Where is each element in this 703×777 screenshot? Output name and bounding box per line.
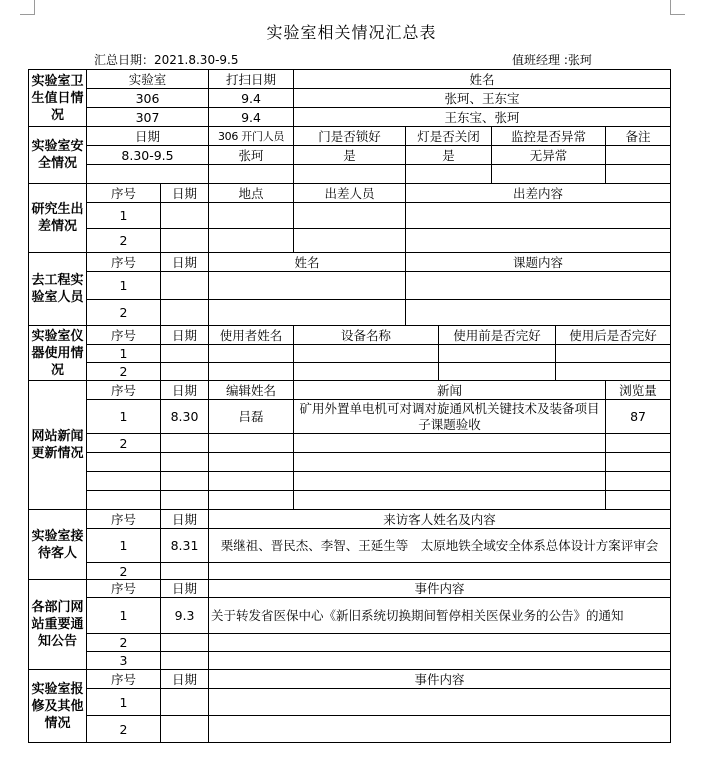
table-cell	[439, 363, 556, 381]
summary-table	[28, 69, 671, 743]
table-header: 灯是否关闭	[406, 127, 492, 146]
table-header: 姓名	[209, 253, 406, 272]
crop-mark-right	[670, 0, 685, 15]
table-cell: 2	[87, 229, 161, 253]
table-cell	[406, 272, 671, 300]
table-cell	[209, 689, 671, 716]
table-cell	[209, 345, 294, 363]
table-cell	[606, 453, 671, 472]
section-label-repairs: 实验室报修及其他情况	[29, 670, 87, 743]
table-cell: 2	[87, 563, 161, 580]
section-label-notices: 各部门网站重要通知公告	[29, 580, 87, 670]
table-cell: 1	[87, 529, 161, 563]
table-cell	[209, 300, 406, 326]
table-header: 日期	[87, 127, 209, 146]
table-cell: 关于转发省医保中心《新旧系统切换期间暂停相关医保业务的公告》的通知	[209, 598, 671, 634]
table-cell	[606, 146, 671, 165]
table-row	[29, 165, 671, 184]
table-header: 日期	[161, 510, 209, 529]
table-cell: 9.4	[209, 89, 294, 108]
table-cell: 张珂	[209, 146, 294, 165]
table-row	[29, 146, 671, 165]
table-header: 事件内容	[209, 580, 671, 598]
table-cell	[161, 272, 209, 300]
visitors-header-row	[29, 510, 671, 529]
table-cell	[161, 203, 209, 229]
table-cell	[556, 363, 671, 381]
table-header: 事件内容	[209, 670, 671, 689]
table-row	[29, 652, 671, 670]
table-row	[29, 300, 671, 326]
table-cell	[406, 300, 671, 326]
section-label-engineering: 去工程实验室人员	[29, 253, 87, 326]
table-cell: 9.4	[209, 108, 294, 127]
table-cell	[161, 472, 209, 491]
table-header: 使用者姓名	[209, 326, 294, 345]
table-cell: 王东宝、张珂	[294, 108, 671, 127]
table-cell: 无异常	[492, 146, 606, 165]
table-header: 出差内容	[406, 184, 671, 203]
table-row	[29, 563, 671, 580]
table-cell	[161, 652, 209, 670]
table-cell	[161, 345, 209, 363]
table-cell	[209, 652, 671, 670]
document-title: 实验室相关情况汇总表	[266, 23, 437, 42]
trip-header-row	[29, 184, 671, 203]
section-label-trip: 研究生出差情况	[29, 184, 87, 253]
safety-header-row	[29, 127, 671, 146]
table-cell	[439, 345, 556, 363]
table-cell: 是	[294, 146, 406, 165]
table-cell	[209, 634, 671, 652]
table-header: 使用后是否完好	[556, 326, 671, 345]
table-row	[29, 400, 671, 434]
table-cell	[209, 229, 294, 253]
table-header: 序号	[87, 580, 161, 598]
table-cell: 2	[87, 434, 161, 453]
table-cell	[294, 491, 606, 510]
table-cell	[492, 165, 606, 184]
table-cell	[556, 345, 671, 363]
table-cell: 1	[87, 400, 161, 434]
table-header: 来访客人姓名及内容	[209, 510, 671, 529]
table-row	[29, 689, 671, 716]
table-cell: 306	[87, 89, 209, 108]
table-row	[29, 472, 671, 491]
table-row	[29, 434, 671, 453]
table-cell: 1	[87, 598, 161, 634]
table-cell	[87, 453, 161, 472]
table-header: 日期	[161, 184, 209, 203]
table-cell	[606, 165, 671, 184]
table-row	[29, 89, 671, 108]
section-label-news: 网站新闻更新情况	[29, 381, 87, 510]
engineering-header-row	[29, 253, 671, 272]
table-cell	[161, 563, 209, 580]
table-cell: 9.3	[161, 598, 209, 634]
table-cell	[161, 363, 209, 381]
section-label-instrument: 实验室仪器使用情况	[29, 326, 87, 381]
table-cell	[209, 165, 294, 184]
table-header: 监控是否异常	[492, 127, 606, 146]
notices-header-row	[29, 580, 671, 598]
news-header-row	[29, 381, 671, 400]
table-row	[29, 491, 671, 510]
table-header: 地点	[209, 184, 294, 203]
table-row	[29, 345, 671, 363]
duty-manager: 值班经理 :张珂	[512, 53, 592, 67]
table-cell	[294, 345, 439, 363]
table-cell	[606, 434, 671, 453]
table-header: 出差人员	[294, 184, 406, 203]
table-header: 打扫日期	[209, 70, 294, 89]
table-cell: 1	[87, 689, 161, 716]
table-cell: 张珂、王东宝	[294, 89, 671, 108]
table-cell	[294, 165, 406, 184]
table-header: 使用前是否完好	[439, 326, 556, 345]
table-cell: 87	[606, 400, 671, 434]
table-header: 实验室	[87, 70, 209, 89]
table-header: 课题内容	[406, 253, 671, 272]
table-cell: 是	[406, 146, 492, 165]
table-cell	[294, 363, 439, 381]
table-cell	[209, 716, 671, 743]
table-row	[29, 598, 671, 634]
table-cell	[294, 453, 606, 472]
table-header: 序号	[87, 253, 161, 272]
table-row	[29, 229, 671, 253]
table-header: 日期	[161, 326, 209, 345]
table-cell: 2	[87, 363, 161, 381]
table-header: 设备名称	[294, 326, 439, 345]
instrument-header-row	[29, 326, 671, 345]
table-cell	[161, 491, 209, 510]
table-cell: 8.31	[161, 529, 209, 563]
table-cell	[209, 272, 406, 300]
table-cell	[294, 472, 606, 491]
table-cell: 2	[87, 300, 161, 326]
table-cell	[161, 434, 209, 453]
table-row	[29, 453, 671, 472]
table-row	[29, 108, 671, 127]
table-cell	[406, 229, 671, 253]
table-cell	[161, 716, 209, 743]
table-header: 日期	[161, 670, 209, 689]
table-cell	[209, 472, 294, 491]
table-cell: 8.30	[161, 400, 209, 434]
table-header: 日期	[161, 253, 209, 272]
table-header: 新闻	[294, 381, 606, 400]
table-header: 编辑姓名	[209, 381, 294, 400]
table-cell: 3	[87, 652, 161, 670]
table-cell	[161, 689, 209, 716]
table-cell: 1	[87, 345, 161, 363]
table-cell	[161, 634, 209, 652]
table-cell	[209, 491, 294, 510]
table-cell: 吕磊	[209, 400, 294, 434]
table-cell	[606, 472, 671, 491]
repairs-header-row	[29, 670, 671, 689]
table-cell: 1	[87, 272, 161, 300]
table-header: 姓名	[294, 70, 671, 89]
table-cell	[161, 453, 209, 472]
table-row	[29, 272, 671, 300]
table-cell	[294, 434, 606, 453]
section-label-safety: 实验室安全情况	[29, 127, 87, 184]
table-cell: 8.30-9.5	[87, 146, 209, 165]
table-cell	[209, 563, 671, 580]
table-header: 门是否锁好	[294, 127, 406, 146]
table-cell: 1	[87, 203, 161, 229]
table-cell: 2	[87, 634, 161, 652]
section-label-visitors: 实验室接待客人	[29, 510, 87, 580]
crop-mark-left	[20, 0, 35, 15]
table-cell: 2	[87, 716, 161, 743]
table-cell	[87, 165, 209, 184]
table-cell: 栗继祖、晋民杰、李智、王延生等 太原地铁全域安全体系总体设计方案评审会	[209, 529, 671, 563]
table-header: 浏览量	[606, 381, 671, 400]
table-header: 序号	[87, 670, 161, 689]
table-cell	[87, 472, 161, 491]
table-cell	[209, 434, 294, 453]
table-cell	[209, 203, 294, 229]
table-cell	[406, 203, 671, 229]
table-cell: 307	[87, 108, 209, 127]
table-cell	[294, 229, 406, 253]
table-row	[29, 716, 671, 743]
table-header: 备注	[606, 127, 671, 146]
hygiene-header-row	[29, 70, 671, 89]
table-cell	[161, 300, 209, 326]
table-cell	[209, 453, 294, 472]
table-cell	[406, 165, 492, 184]
table-header: 日期	[161, 580, 209, 598]
table-header: 306 开门人员	[209, 127, 294, 146]
table-cell	[87, 491, 161, 510]
table-cell	[606, 491, 671, 510]
table-row	[29, 529, 671, 563]
table-header: 序号	[87, 381, 161, 400]
table-cell: 矿用外置单电机可对调对旋通风机关键技术及装备项目子课题验收	[294, 400, 606, 434]
table-row	[29, 634, 671, 652]
table-row	[29, 203, 671, 229]
summary-period: 汇总日期：2021.8.30-9.5	[94, 53, 239, 67]
table-cell	[294, 203, 406, 229]
table-header: 序号	[87, 326, 161, 345]
table-header: 序号	[87, 184, 161, 203]
table-header: 序号	[87, 510, 161, 529]
table-row	[29, 363, 671, 381]
section-label-hygiene: 实验室卫生值日情况	[29, 70, 87, 127]
table-cell	[209, 363, 294, 381]
table-cell	[161, 229, 209, 253]
table-header: 日期	[161, 381, 209, 400]
